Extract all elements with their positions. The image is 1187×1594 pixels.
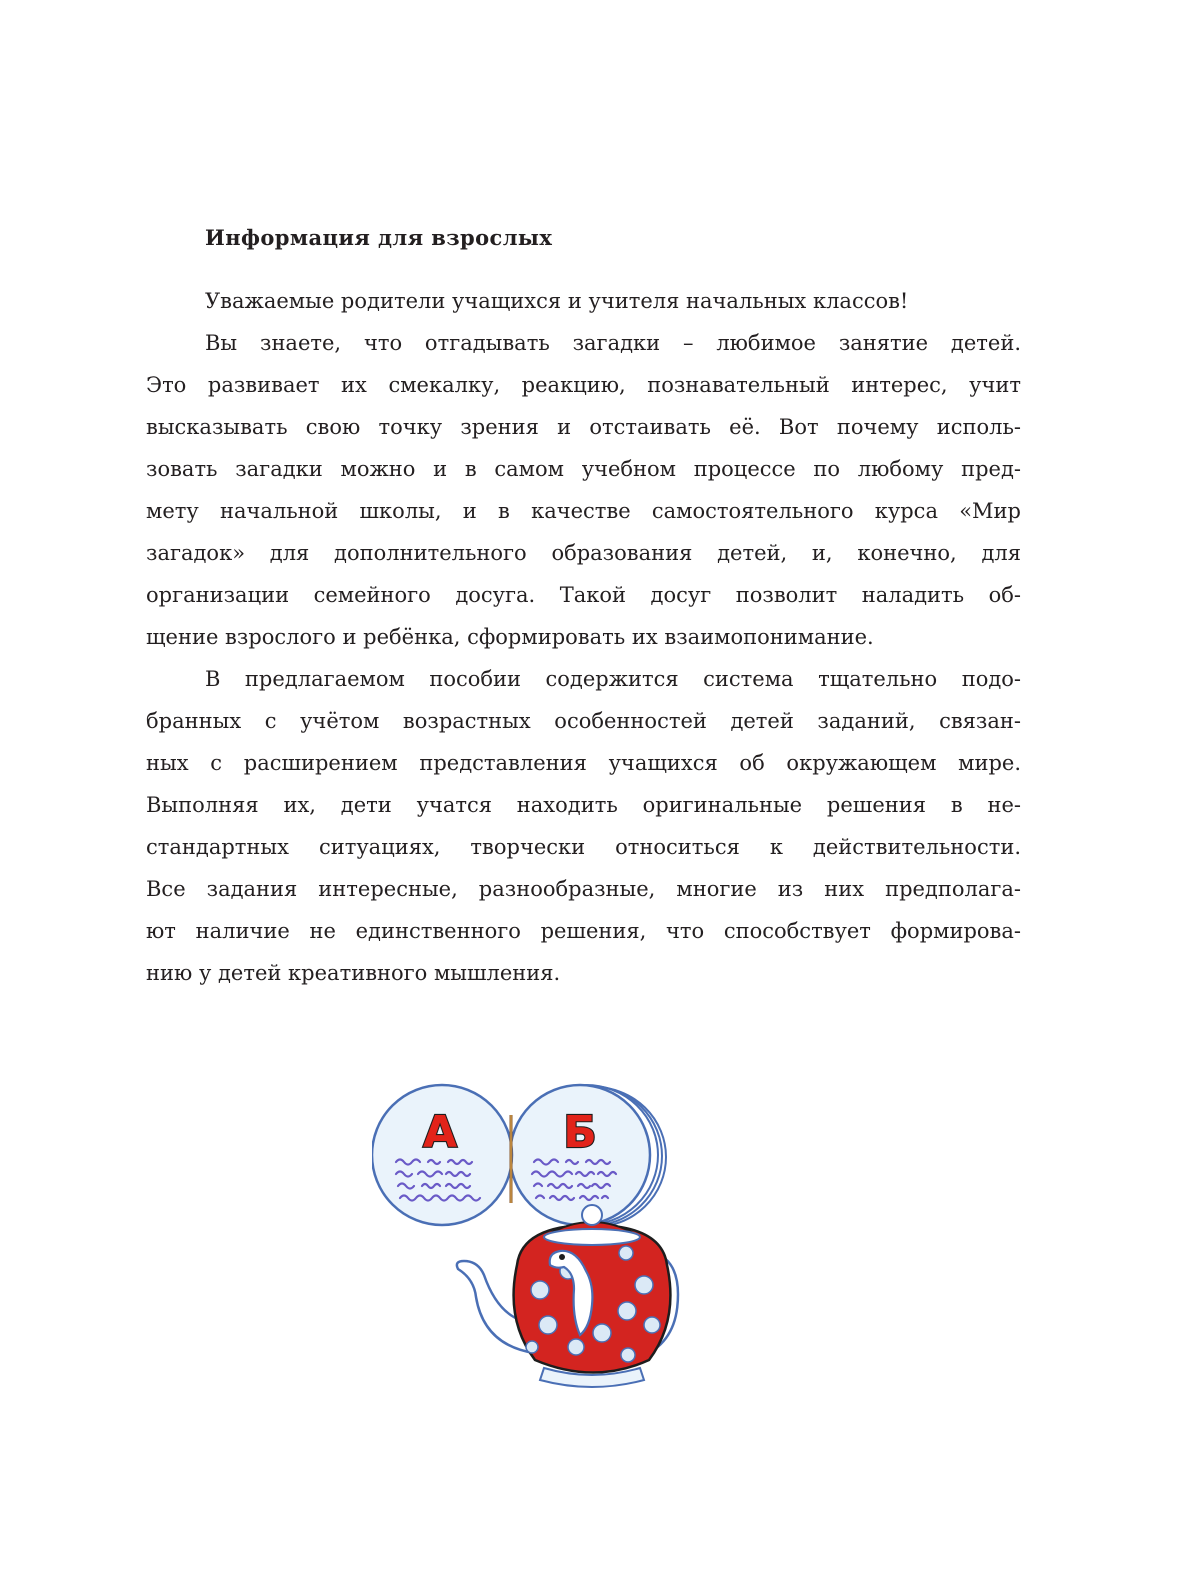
paragraph-2-line: загадок» для дополнительного образования детей, и, конечно, для: [146, 541, 1021, 565]
paragraph-3-line: ют наличие не единственного решения, что способствует формирова-: [146, 919, 1021, 943]
paragraph-3-line: Выполняя их, дети учатся находить оригинальные решения в не-: [146, 793, 1021, 817]
teapot: [457, 1205, 674, 1387]
paragraph-3-line: стандартных ситуациях, творчески относиться к действительности.: [146, 835, 1021, 859]
letter-a: А: [422, 1107, 458, 1158]
paragraph-3-line: ных с расширением представления учащихся об окружающем мире.: [146, 751, 1021, 775]
paragraph-2-line: Вы знаете, что отгадывать загадки – любимое занятие детей.: [205, 331, 1021, 355]
paragraph-2-line: организации семейного досуга. Такой досуг позволит наладить об-: [146, 583, 1021, 607]
letter-b: Б: [563, 1107, 597, 1158]
book-right-page: [510, 1085, 650, 1225]
paragraph-2-line: зовать загадки можно и в самом учебном процессе по любому пред-: [146, 457, 1021, 481]
paragraph-1-line: Уважаемые родители учащихся и учителя начальных классов!: [205, 289, 909, 313]
paragraph-3-line: бранных с учётом возрастных особенностей детей заданий, связан-: [146, 709, 1021, 733]
book-teapot-illustration: [372, 1075, 712, 1405]
paragraph-2-line: высказывать свою точку зрения и отстаивать её. Вот почему исполь-: [146, 415, 1021, 439]
paragraph-3-line: нию у детей креативного мышления.: [146, 961, 561, 985]
book-left-page: [372, 1085, 512, 1225]
paragraph-2-line: Это развивает их смекалку, реакцию, познавательный интерес, учит: [146, 373, 1021, 397]
paragraph-3-line: Все задания интересные, разнообразные, многие из них предполага-: [146, 877, 1021, 901]
body-text: [146, 280, 1021, 994]
paragraph-2-line: щение взрослого и ребёнка, сформировать их взаимопонимание.: [146, 625, 874, 649]
paragraph-3-line: В предлагаемом пособии содержится система тщательно подо-: [205, 667, 1021, 691]
page-heading: Информация для взрослых: [205, 225, 553, 250]
paragraph-2-line: мету начальной школы, и в качестве самостоятельного курса «Мир: [146, 499, 1021, 523]
